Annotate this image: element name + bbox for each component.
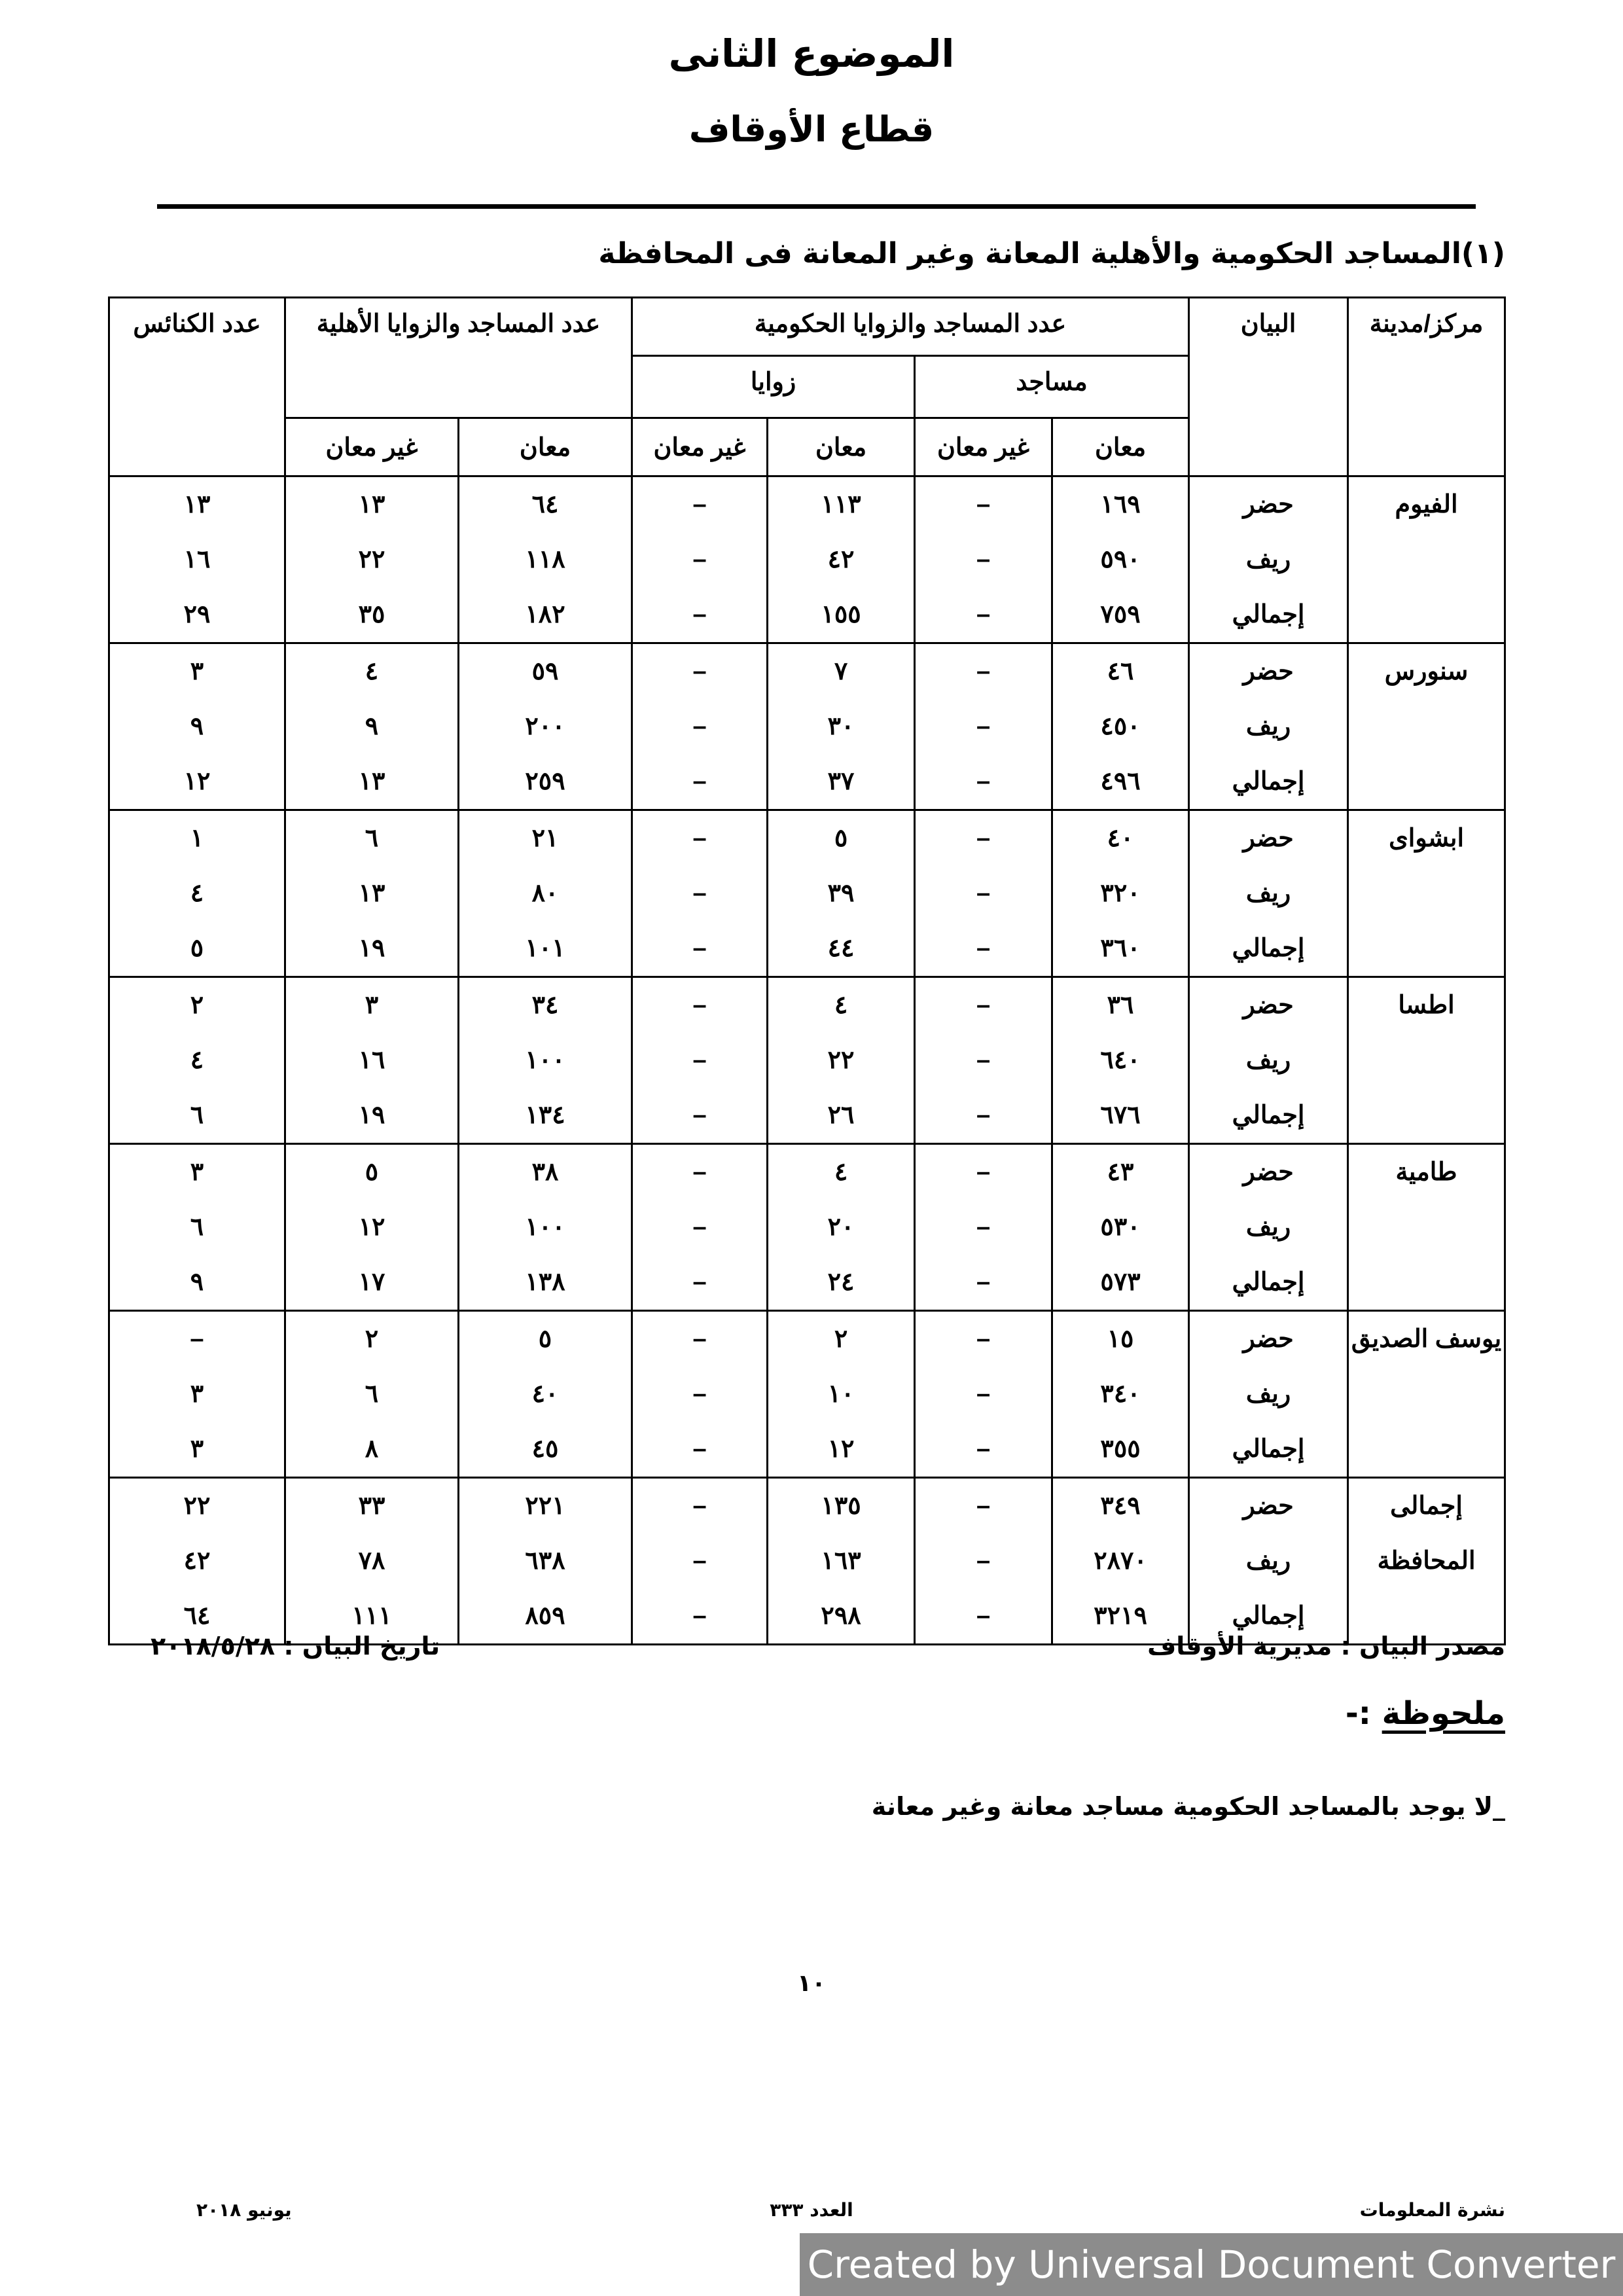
header-divider bbox=[157, 204, 1476, 209]
row-labels-cell bbox=[1189, 643, 1348, 810]
cell-value: – bbox=[976, 825, 991, 852]
cell-value: – bbox=[976, 1492, 991, 1520]
cell-value: ١٣ bbox=[358, 768, 385, 795]
cell-value: ٣٥ bbox=[358, 601, 385, 628]
row-label: ريف bbox=[1245, 880, 1291, 907]
header-zawaya: زوايا bbox=[632, 356, 915, 418]
table-row bbox=[109, 977, 1505, 1144]
value-cell bbox=[768, 476, 915, 643]
cell-value: – bbox=[976, 1268, 991, 1296]
row-label: ريف bbox=[1245, 1213, 1291, 1241]
cell-value: ٤٥٠ bbox=[1100, 713, 1141, 740]
cell-value: ٥ bbox=[365, 1158, 379, 1186]
cell-value: ٣ bbox=[190, 1380, 204, 1408]
cell-value: ١٣٤ bbox=[525, 1102, 565, 1129]
cell-value: ١٩ bbox=[358, 935, 385, 962]
cell-value: ٣٩ bbox=[827, 880, 855, 907]
cell-value: – bbox=[976, 491, 991, 518]
value-cell bbox=[1052, 977, 1189, 1144]
cell-value: ١ bbox=[190, 825, 204, 852]
cell-value: ١٨٢ bbox=[525, 601, 565, 628]
value-cell bbox=[915, 476, 1052, 643]
value-cell bbox=[459, 1478, 632, 1645]
row-label: إجمالي bbox=[1232, 601, 1305, 628]
header-unfunded: غير معان bbox=[632, 418, 768, 476]
row-label: إجمالي bbox=[1232, 768, 1305, 795]
cell-value: – bbox=[976, 1435, 991, 1463]
data-date: تاريخ البيان : ٢٠١٨/٥/٢٨ bbox=[151, 1632, 440, 1660]
row-label: حضر bbox=[1243, 1158, 1294, 1186]
value-cell bbox=[109, 476, 285, 643]
cell-value: ٢٨٧٠ bbox=[1094, 1547, 1147, 1575]
cell-value: – bbox=[692, 1158, 707, 1186]
row-label: حضر bbox=[1243, 491, 1294, 518]
cell-value: ٣ bbox=[190, 1158, 204, 1186]
cell-value: ١٢ bbox=[827, 1435, 855, 1463]
cell-value: – bbox=[976, 713, 991, 740]
value-cell bbox=[915, 810, 1052, 977]
cell-value: – bbox=[692, 1380, 707, 1408]
cell-value: – bbox=[976, 935, 991, 962]
header-unfunded: غير معان bbox=[915, 418, 1052, 476]
cell-value: ٦٤٠ bbox=[1100, 1047, 1141, 1074]
district-name: الفيوم bbox=[1348, 476, 1505, 643]
cell-value: ٣ bbox=[190, 658, 204, 685]
cell-value: – bbox=[692, 1213, 707, 1241]
district-name: ابشواى bbox=[1348, 810, 1505, 977]
cell-value: ١٥ bbox=[1107, 1325, 1134, 1353]
cell-value: – bbox=[692, 935, 707, 962]
cell-value: ٧٥٩ bbox=[1100, 601, 1141, 628]
row-label: إجمالي bbox=[1232, 935, 1305, 962]
value-cell bbox=[915, 643, 1052, 810]
row-label: ريف bbox=[1245, 1380, 1291, 1408]
table-row bbox=[109, 1144, 1505, 1311]
value-cell bbox=[1052, 643, 1189, 810]
row-labels-cell bbox=[1189, 1311, 1348, 1478]
cell-value: – bbox=[976, 658, 991, 685]
cell-value: – bbox=[692, 1602, 707, 1630]
value-cell bbox=[285, 476, 459, 643]
row-labels-cell bbox=[1189, 1478, 1348, 1645]
footer-date: يونيو ٢٠١٨ bbox=[196, 2199, 292, 2221]
cell-value: ٤٦ bbox=[1107, 658, 1134, 685]
header-gov-group: عدد المساجد والزوايا الحكومية bbox=[632, 298, 1189, 356]
cell-value: ٤٥ bbox=[531, 1435, 559, 1463]
value-cell bbox=[915, 1478, 1052, 1645]
cell-value: ١٣٨ bbox=[525, 1268, 565, 1296]
cell-value: ١٢ bbox=[183, 768, 211, 795]
cell-value: ١٠١ bbox=[525, 935, 565, 962]
row-label: حضر bbox=[1243, 1492, 1294, 1520]
cell-value: ٥ bbox=[190, 935, 204, 962]
cell-value: ٣٨ bbox=[531, 1158, 559, 1186]
value-cell bbox=[285, 643, 459, 810]
cell-value: – bbox=[190, 1325, 204, 1353]
value-cell bbox=[459, 810, 632, 977]
cell-value: ٣٦ bbox=[1107, 992, 1134, 1019]
cell-value: ٢٠٠ bbox=[525, 713, 565, 740]
cell-value: ٦ bbox=[190, 1213, 204, 1241]
district-name: يوسف الصديق bbox=[1348, 1311, 1505, 1478]
cell-value: – bbox=[692, 601, 707, 628]
cell-value: ٣ bbox=[190, 1435, 204, 1463]
cell-value: ٣٢١٩ bbox=[1094, 1602, 1147, 1630]
cell-value: ٣٢٠ bbox=[1100, 880, 1141, 907]
cell-value: ٤ bbox=[190, 1047, 204, 1074]
cell-value: ٥٣٠ bbox=[1100, 1213, 1141, 1241]
cell-value: ٢ bbox=[834, 1325, 848, 1353]
row-label: حضر bbox=[1243, 1325, 1294, 1353]
cell-value: ٤٤ bbox=[827, 935, 855, 962]
cell-value: ١١١ bbox=[351, 1602, 392, 1630]
cell-value: – bbox=[692, 1325, 707, 1353]
cell-value: ٤ bbox=[365, 658, 379, 685]
note-heading-label: ملحوظة bbox=[1382, 1695, 1505, 1732]
value-cell bbox=[1052, 1144, 1189, 1311]
value-cell bbox=[1052, 476, 1189, 643]
cell-value: ٢ bbox=[365, 1325, 379, 1353]
row-labels-cell bbox=[1189, 1144, 1348, 1311]
row-label: إجمالي bbox=[1232, 1268, 1305, 1296]
value-cell bbox=[109, 977, 285, 1144]
cell-value: ٦ bbox=[365, 825, 379, 852]
cell-value: – bbox=[976, 880, 991, 907]
value-cell bbox=[632, 977, 768, 1144]
page-sector-title: قطاع الأوقاف bbox=[688, 109, 935, 150]
cell-value: ٤ bbox=[190, 880, 204, 907]
cell-value: ١٠ bbox=[827, 1380, 855, 1408]
value-cell bbox=[459, 1144, 632, 1311]
cell-value: ٤ bbox=[834, 992, 848, 1019]
cell-value: – bbox=[692, 1268, 707, 1296]
header-funded: معان bbox=[459, 418, 632, 476]
cell-value: ١٠٠ bbox=[525, 1213, 565, 1241]
value-cell bbox=[109, 810, 285, 977]
cell-value: ٥٩ bbox=[531, 658, 559, 685]
value-cell bbox=[1052, 810, 1189, 977]
value-cell bbox=[915, 977, 1052, 1144]
cell-value: ١٣ bbox=[183, 491, 211, 518]
value-cell bbox=[632, 1311, 768, 1478]
cell-value: ٦ bbox=[365, 1380, 379, 1408]
cell-value: ٦٤ bbox=[183, 1602, 211, 1630]
value-cell bbox=[768, 643, 915, 810]
value-cell bbox=[768, 977, 915, 1144]
cell-value: ٢١ bbox=[531, 825, 559, 852]
cell-value: ٣٣ bbox=[358, 1492, 385, 1520]
cell-value: ٤٩٦ bbox=[1100, 768, 1141, 795]
header-funded: معان bbox=[768, 418, 915, 476]
value-cell bbox=[109, 643, 285, 810]
cell-value: ٤٣ bbox=[1107, 1158, 1134, 1186]
cell-value: ٨٠ bbox=[531, 880, 559, 907]
value-cell bbox=[285, 810, 459, 977]
cell-value: ٢٤ bbox=[827, 1268, 855, 1296]
cell-value: ٥٩٠ bbox=[1100, 546, 1141, 573]
cell-value: ٢٥٩ bbox=[525, 768, 565, 795]
value-cell bbox=[632, 643, 768, 810]
cell-value: – bbox=[976, 992, 991, 1019]
value-cell bbox=[915, 1311, 1052, 1478]
header-private-group: عدد المساجد والزوايا الأهلية bbox=[285, 298, 632, 418]
table-body bbox=[109, 476, 1505, 1645]
cell-value: ١١٣ bbox=[821, 491, 861, 518]
cell-value: – bbox=[692, 1047, 707, 1074]
cell-value: ١٦ bbox=[358, 1047, 385, 1074]
header-district: مركز/مدينة bbox=[1348, 298, 1505, 476]
row-label: حضر bbox=[1243, 658, 1294, 685]
district-name: اطسا bbox=[1348, 977, 1505, 1144]
cell-value: ٤٠ bbox=[531, 1380, 559, 1408]
cell-value: ٣٤ bbox=[531, 992, 559, 1019]
page-number: ١٠ bbox=[797, 1970, 826, 1997]
data-source: مصدر البيان : مديرية الأوقاف bbox=[1147, 1632, 1505, 1660]
cell-value: – bbox=[976, 1325, 991, 1353]
cell-value: ١٦٩ bbox=[1100, 491, 1141, 518]
cell-value: ٧ bbox=[834, 658, 848, 685]
cell-value: ٣٦٠ bbox=[1100, 935, 1141, 962]
header-funded: معان bbox=[1052, 418, 1189, 476]
value-cell bbox=[1052, 1478, 1189, 1645]
footer-issue: العدد ٣٣٣ bbox=[770, 2199, 853, 2221]
cell-value: – bbox=[692, 880, 707, 907]
value-cell bbox=[109, 1311, 285, 1478]
table-row bbox=[109, 476, 1505, 643]
cell-value: ٤٢ bbox=[827, 546, 855, 573]
cell-value: ٦٧٦ bbox=[1100, 1102, 1141, 1129]
cell-value: – bbox=[976, 546, 991, 573]
value-cell bbox=[459, 977, 632, 1144]
note-heading bbox=[1346, 1695, 1505, 1732]
value-cell bbox=[768, 810, 915, 977]
value-cell bbox=[285, 1478, 459, 1645]
cell-value: ٩ bbox=[190, 1268, 204, 1296]
cell-value: ٧٨ bbox=[358, 1547, 385, 1575]
watermark-banner: Created by Universal Document Converter bbox=[800, 2233, 1623, 2296]
value-cell bbox=[459, 643, 632, 810]
value-cell bbox=[768, 1144, 915, 1311]
row-label: إجمالي bbox=[1232, 1435, 1305, 1463]
value-cell bbox=[768, 1311, 915, 1478]
value-cell bbox=[632, 1144, 768, 1311]
cell-value: ٥ bbox=[834, 825, 848, 852]
cell-value: ٢٩٨ bbox=[821, 1602, 861, 1630]
note-text: _لا يوجد بالمساجد الحكومية مساجد معانة وغير معانة bbox=[871, 1792, 1505, 1821]
cell-value: – bbox=[692, 1435, 707, 1463]
header-item: البيان bbox=[1189, 298, 1348, 476]
cell-value: – bbox=[692, 713, 707, 740]
cell-value: ٢ bbox=[190, 992, 204, 1019]
row-label: ريف bbox=[1245, 713, 1291, 740]
table-title: (١)المساجد الحكومية والأهلية المعانة وغير المعانة فى المحافظة bbox=[598, 237, 1505, 270]
cell-value: ١٣ bbox=[358, 491, 385, 518]
cell-value: ١٣٥ bbox=[821, 1492, 861, 1520]
cell-value: ١١٨ bbox=[525, 546, 565, 573]
cell-value: ٣٧ bbox=[827, 768, 855, 795]
value-cell bbox=[109, 1478, 285, 1645]
table-row bbox=[109, 643, 1505, 810]
page-topic-title: الموضوع الثانى bbox=[668, 31, 955, 76]
cell-value: ٢٦ bbox=[827, 1102, 855, 1129]
cell-value: ٥ bbox=[538, 1325, 552, 1353]
district-name: طامية bbox=[1348, 1144, 1505, 1311]
cell-value: ٨ bbox=[365, 1435, 379, 1463]
cell-value: ٣٥٥ bbox=[1100, 1435, 1141, 1463]
cell-value: ٢٢ bbox=[183, 1492, 211, 1520]
value-cell bbox=[1052, 1311, 1189, 1478]
value-cell bbox=[632, 810, 768, 977]
row-label: حضر bbox=[1243, 825, 1294, 852]
row-label: إجمالي bbox=[1232, 1102, 1305, 1129]
cell-value: ٣٠ bbox=[827, 713, 855, 740]
cell-value: ١٩ bbox=[358, 1102, 385, 1129]
row-label: ريف bbox=[1245, 546, 1291, 573]
value-cell bbox=[915, 1144, 1052, 1311]
row-labels-cell bbox=[1189, 810, 1348, 977]
row-labels-cell bbox=[1189, 476, 1348, 643]
cell-value: – bbox=[976, 1547, 991, 1575]
cell-value: – bbox=[692, 491, 707, 518]
value-cell bbox=[768, 1478, 915, 1645]
cell-value: – bbox=[692, 1102, 707, 1129]
cell-value: ٥٧٣ bbox=[1100, 1268, 1141, 1296]
table-row bbox=[109, 1478, 1505, 1645]
cell-value: ٦٣٨ bbox=[525, 1547, 565, 1575]
cell-value: – bbox=[692, 768, 707, 795]
cell-value: ٢٢ bbox=[827, 1047, 855, 1074]
cell-value: ٨٥٩ bbox=[525, 1602, 565, 1630]
cell-value: ٣٤٩ bbox=[1100, 1492, 1141, 1520]
cell-value: ١٧ bbox=[358, 1268, 385, 1296]
cell-value: ٢٢ bbox=[358, 546, 385, 573]
footer-publication: نشرة المعلومات bbox=[1359, 2199, 1505, 2221]
cell-value: – bbox=[692, 658, 707, 685]
district-name: سنورس bbox=[1348, 643, 1505, 810]
cell-value: ٩ bbox=[365, 713, 379, 740]
cell-value: – bbox=[692, 992, 707, 1019]
cell-value: ٢٢١ bbox=[525, 1492, 565, 1520]
mosques-table bbox=[108, 296, 1506, 1645]
header-mosques: مساجد bbox=[915, 356, 1189, 418]
header-unfunded: غير معان bbox=[285, 418, 459, 476]
cell-value: ٦ bbox=[190, 1102, 204, 1129]
row-label: ريف bbox=[1245, 1547, 1291, 1575]
cell-value: ٦٤ bbox=[531, 491, 559, 518]
value-cell bbox=[109, 1144, 285, 1311]
table-row bbox=[109, 810, 1505, 977]
row-label: حضر bbox=[1243, 992, 1294, 1019]
cell-value: – bbox=[976, 1102, 991, 1129]
cell-value: ٣ bbox=[365, 992, 379, 1019]
cell-value: – bbox=[976, 1047, 991, 1074]
table-row bbox=[109, 1311, 1505, 1478]
cell-value: ٣٤٠ bbox=[1100, 1380, 1141, 1408]
header-churches: عدد الكنائس bbox=[109, 298, 285, 476]
value-cell bbox=[632, 1478, 768, 1645]
cell-value: ٤٠ bbox=[1107, 825, 1134, 852]
cell-value: ٤٢ bbox=[183, 1547, 211, 1575]
cell-value: – bbox=[692, 1492, 707, 1520]
cell-value: – bbox=[976, 1158, 991, 1186]
cell-value: – bbox=[976, 768, 991, 795]
cell-value: ٩ bbox=[190, 713, 204, 740]
cell-value: – bbox=[976, 601, 991, 628]
value-cell bbox=[285, 1311, 459, 1478]
cell-value: ١٦٣ bbox=[821, 1547, 861, 1575]
row-labels-cell bbox=[1189, 977, 1348, 1144]
cell-value: ٢٠ bbox=[827, 1213, 855, 1241]
cell-value: – bbox=[692, 825, 707, 852]
value-cell bbox=[459, 1311, 632, 1478]
cell-value: ١٥٥ bbox=[821, 601, 861, 628]
value-cell bbox=[459, 476, 632, 643]
value-cell bbox=[285, 1144, 459, 1311]
cell-value: ١٠٠ bbox=[525, 1047, 565, 1074]
cell-value: ٤ bbox=[834, 1158, 848, 1186]
cell-value: – bbox=[692, 1547, 707, 1575]
cell-value: ١٢ bbox=[358, 1213, 385, 1241]
note-heading-suffix: :- bbox=[1345, 1695, 1382, 1732]
value-cell bbox=[632, 476, 768, 643]
cell-value: ١٣ bbox=[358, 880, 385, 907]
row-label: ريف bbox=[1245, 1047, 1291, 1074]
cell-value: – bbox=[692, 546, 707, 573]
cell-value: – bbox=[976, 1602, 991, 1630]
district-name: إجمالى المحافظة bbox=[1348, 1478, 1505, 1645]
value-cell bbox=[285, 977, 459, 1144]
cell-value: ١٦ bbox=[183, 546, 211, 573]
cell-value: – bbox=[976, 1213, 991, 1241]
row-label: إجمالي bbox=[1232, 1602, 1305, 1630]
cell-value: – bbox=[976, 1380, 991, 1408]
cell-value: ٢٩ bbox=[183, 601, 211, 628]
